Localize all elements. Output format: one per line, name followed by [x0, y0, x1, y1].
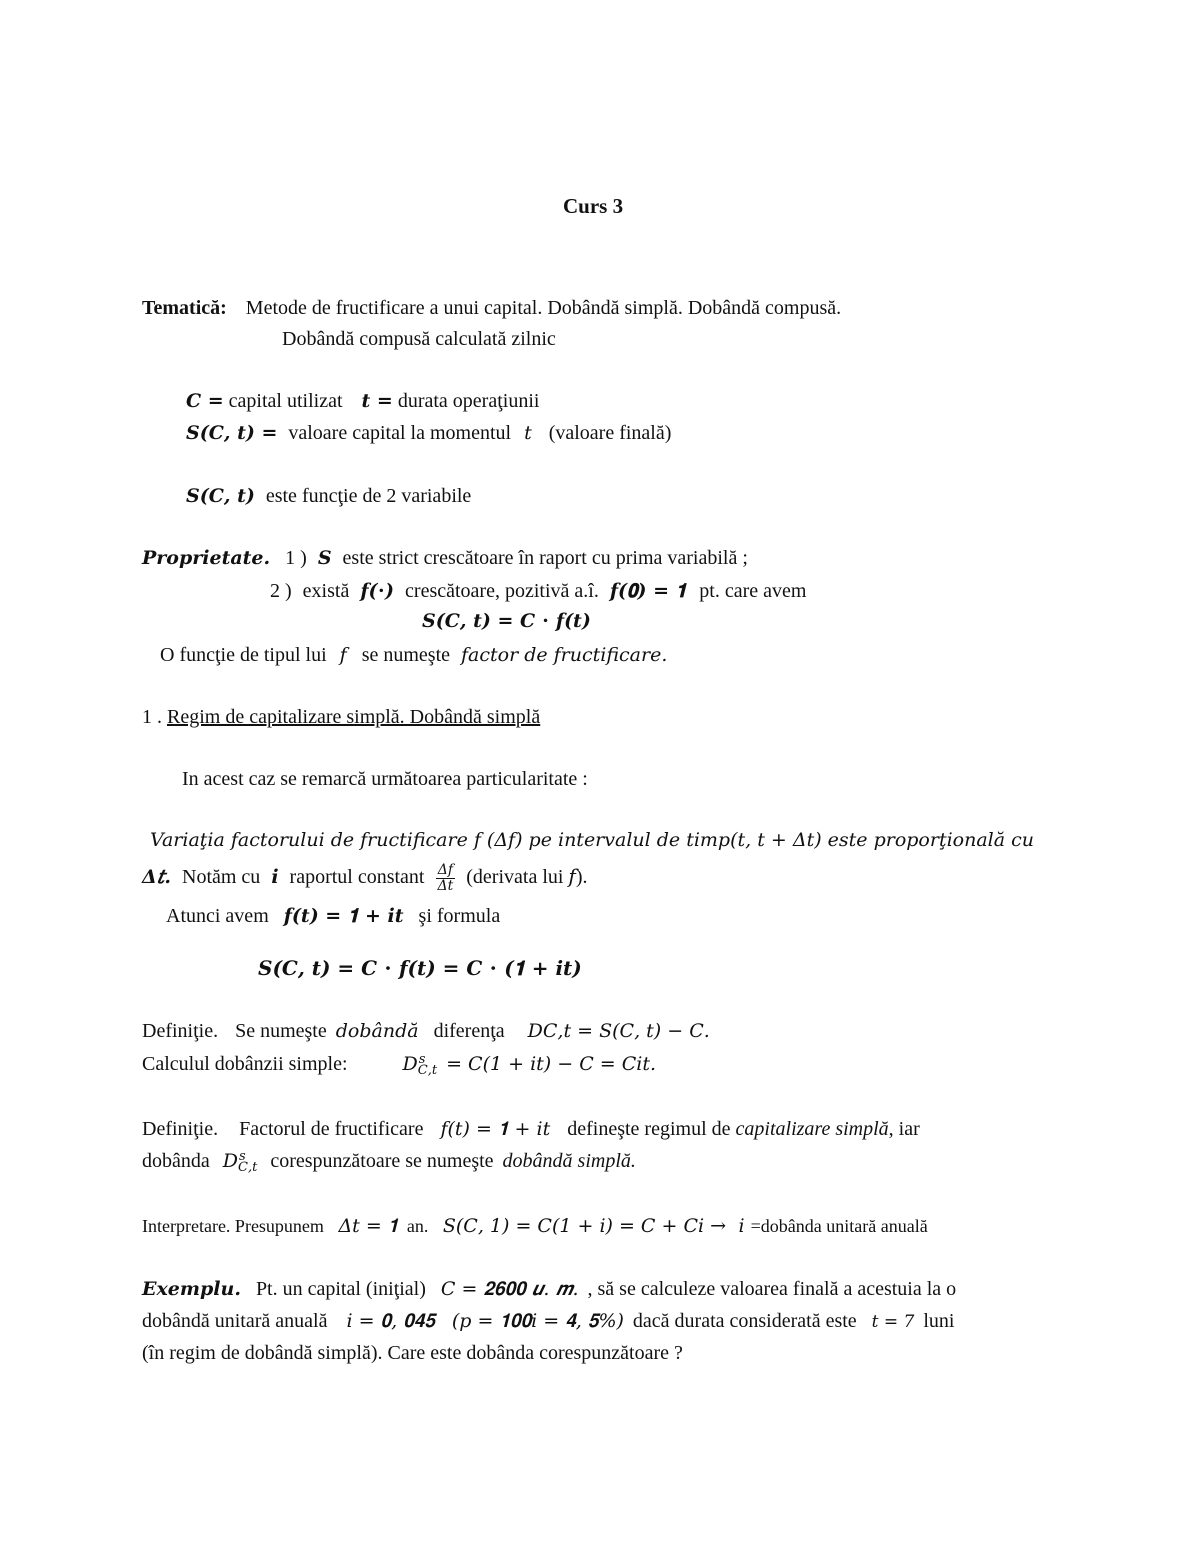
- definitie-1-text: Se numeşte: [235, 1020, 327, 1042]
- atunci-line: [166, 905, 500, 927]
- delta-f-over-delta-t-fraction: [436, 863, 456, 893]
- fraction-denominator: Δ𝑡: [437, 877, 454, 894]
- delta-t-symbol: Δ𝑡.: [142, 865, 171, 888]
- definitie-2-line2-text-1: dobânda: [142, 1150, 210, 1172]
- page-title: Curs 3: [563, 194, 624, 218]
- definitie-2-d-symbol: 𝐷: [222, 1150, 238, 1172]
- s-function-line: [186, 485, 471, 507]
- definitie-2-formula: 𝑓(𝑡) = 𝟏 + 𝑖𝑡: [440, 1118, 551, 1140]
- definitie-2-line-1: [142, 1118, 920, 1140]
- exemplu-label: Exemplu.: [142, 1278, 241, 1300]
- exemplu-line-3: (în regim de dobândă simplă). Care este dobânda corespunzătoare ?: [142, 1342, 683, 1364]
- tematica-line: [142, 297, 841, 319]
- prop2-text-2: crescătoare, pozitivă a.î.: [405, 580, 599, 602]
- prop1-text: este strict crescătoare în raport cu prima variabilă ;: [342, 547, 748, 569]
- i-symbol: 𝒊: [271, 865, 279, 888]
- definitie-2-text-1: Factorul de fructificare: [239, 1118, 424, 1140]
- tematica-text-2: Dobândă compusă calculată zilnic: [282, 328, 556, 350]
- interpretare-text: =dobânda unitară anuală: [750, 1216, 928, 1236]
- interpretare-an: an.: [406, 1216, 429, 1236]
- factor-text-2: se numeşte: [361, 644, 450, 666]
- prop1-s-symbol: 𝑺: [317, 547, 332, 569]
- s-function-symbol: 𝑺(𝑪, 𝒕): [186, 485, 255, 507]
- interpretare-formula-1: Δ𝑡 = 𝟏: [338, 1215, 399, 1237]
- variation-line-2: [142, 863, 588, 893]
- exemplu-luni: luni: [923, 1310, 955, 1332]
- definitie-2-d-superscript: 𝑠: [239, 1149, 246, 1164]
- variation-line-1: Variaţia factorului de fructificare 𝑓 (Δ𝑓) pe intervalul de timp(𝑡, 𝑡 + Δ𝑡) este proporţională cu: [150, 829, 1034, 851]
- exemplu-percent: (𝑝 = 𝟏𝟎𝟎𝑖 = 𝟒, 𝟓%): [451, 1310, 624, 1332]
- proprietate-line-1: [142, 547, 748, 569]
- definitie-2-label: Definiţie.: [142, 1118, 219, 1140]
- simple-formula: 𝑺(𝑪, 𝒕) = 𝑪 ⋅ 𝒇(𝒕) = 𝑪 ⋅ (𝟏 + 𝒊𝒕): [258, 956, 582, 980]
- exemplu-rate: 𝑖 = 𝟎, 𝟎𝟒𝟓: [346, 1310, 435, 1332]
- prop2-text-1: există: [302, 580, 350, 602]
- c-symbol: 𝑪 =: [186, 390, 224, 412]
- exemplu-line2-text-1: dobândă unitară anuală: [142, 1310, 328, 1332]
- section-1-title: Regim de capitalizare simplă. Dobândă simplă: [167, 706, 541, 728]
- variation-text-2: raportul constant: [289, 865, 425, 888]
- interpretare-line: [142, 1216, 928, 1237]
- definitie-1-text-2: diferenţa: [433, 1020, 505, 1042]
- fraction-numerator: Δ𝑓: [436, 863, 456, 879]
- calcul-d-indices: [417, 1052, 438, 1078]
- exemplu-line-2: [142, 1310, 955, 1332]
- atunci-formula: 𝒇(𝒕) = 𝟏 + 𝒊𝒕: [283, 905, 404, 927]
- definitie-1-formula: 𝐷𝐶,𝑡 = 𝑆(𝐶, 𝑡) − 𝐶.: [527, 1020, 710, 1042]
- definition-c-t: [186, 390, 539, 412]
- interpretare-i-symbol: 𝑖: [738, 1215, 745, 1237]
- proprietate-line-2: [270, 580, 806, 602]
- definitie-2-d-indices: [238, 1149, 258, 1175]
- calcul-d-symbol: 𝐷: [402, 1053, 418, 1075]
- definitie-2-d-subscript: 𝐶,𝑡: [238, 1160, 258, 1175]
- definitie-1-term: dobândă: [335, 1020, 419, 1042]
- proprietate-label: Proprietate.: [142, 547, 271, 569]
- calcul-d-subscript: 𝐶,𝑡: [417, 1063, 438, 1078]
- interpretare-label: Interpretare. Presupunem: [142, 1216, 324, 1236]
- prop2-text-3: pt. care avem: [699, 580, 807, 602]
- variation-text-1: Notăm cu: [182, 865, 261, 888]
- prop2-number: 2 ): [270, 580, 292, 602]
- definition-s: [186, 422, 671, 444]
- factor-f-symbol: 𝑓: [339, 644, 347, 666]
- definitie-2-text-3: , iar: [888, 1118, 920, 1140]
- atunci-text-1: Atunci avem: [166, 905, 269, 927]
- exemplu-text-1: Pt. un capital (iniţial): [255, 1278, 426, 1300]
- exemplu-line-1: [142, 1278, 956, 1300]
- definitie-2-line-2: [142, 1150, 636, 1174]
- exemplu-capital: 𝐶 = 𝟐𝟔𝟎𝟎 𝒖. 𝒎.: [440, 1278, 579, 1300]
- variation-text-3: (derivata lui 𝑓).: [466, 865, 588, 888]
- atunci-text-2: şi formula: [418, 905, 501, 927]
- tematica-label: Tematică:: [142, 297, 227, 319]
- calcul-label: Calculul dobânzii simple:: [142, 1053, 348, 1075]
- prop1-number: 1 ): [285, 547, 307, 569]
- section-1-heading: [142, 706, 540, 728]
- definitie-2-term-2: dobândă simplă.: [502, 1150, 636, 1172]
- s-symbol: 𝑺(𝑪, 𝒕) =: [186, 422, 278, 444]
- interpretare-formula-2: 𝑆(𝐶, 1) = 𝐶(1 + 𝑖) = 𝐶 + 𝐶𝑖 →: [442, 1215, 727, 1237]
- t-text: durata operaţiunii: [397, 390, 540, 412]
- definitie-1-line: [142, 1020, 710, 1042]
- s-text: valoare capital la momentul: [288, 422, 512, 444]
- exemplu-duration: 𝑡 = 7: [871, 1312, 915, 1332]
- t-symbol: 𝒕 =: [361, 390, 393, 412]
- calcul-line: [142, 1053, 656, 1077]
- factor-term: factor de fructificare.: [461, 644, 668, 666]
- factor-definition-line: [160, 644, 667, 666]
- exemplu-text-2: , să se calculeze valoarea finală a acestuia la o: [587, 1278, 957, 1300]
- definitie-1-label: Definiţie.: [142, 1020, 219, 1042]
- definitie-2-term: capitalizare simplă: [735, 1118, 889, 1140]
- s-t-symbol: 𝑡: [524, 422, 532, 444]
- prop2-f0-formula: 𝒇(𝟎) = 𝟏: [609, 580, 687, 602]
- definitie-2-text-2: defineşte regimul de: [567, 1118, 731, 1140]
- exemplu-line2-text-2: dacă durata considerată este: [632, 1310, 857, 1332]
- s-function-text: este funcţie de 2 variabile: [265, 485, 472, 507]
- calcul-d-superscript: 𝑠: [418, 1052, 426, 1067]
- c-text: capital utilizat: [228, 390, 343, 412]
- calcul-formula: = 𝐶(1 + 𝑖𝑡) − 𝐶 = 𝐶𝑖𝑡.: [446, 1053, 657, 1075]
- prop2-f-symbol: 𝒇(⋅): [360, 580, 395, 602]
- s-paren-text: (valoare finală): [548, 422, 672, 444]
- proprietate-formula: 𝑺(𝑪, 𝒕) = 𝑪 ⋅ 𝒇(𝒕): [422, 610, 591, 632]
- tematica-text-1: Metode de fructificare a unui capital. Dobândă simplă. Dobândă compusă.: [245, 297, 842, 319]
- section-1-intro: In acest caz se remarcă următoarea particularitate :: [182, 768, 588, 790]
- section-1-number: 1 .: [142, 706, 162, 728]
- factor-text-1: O funcţie de tipul lui: [160, 644, 327, 666]
- definitie-2-line2-text-2: corespunzătoare se numeşte: [270, 1150, 494, 1172]
